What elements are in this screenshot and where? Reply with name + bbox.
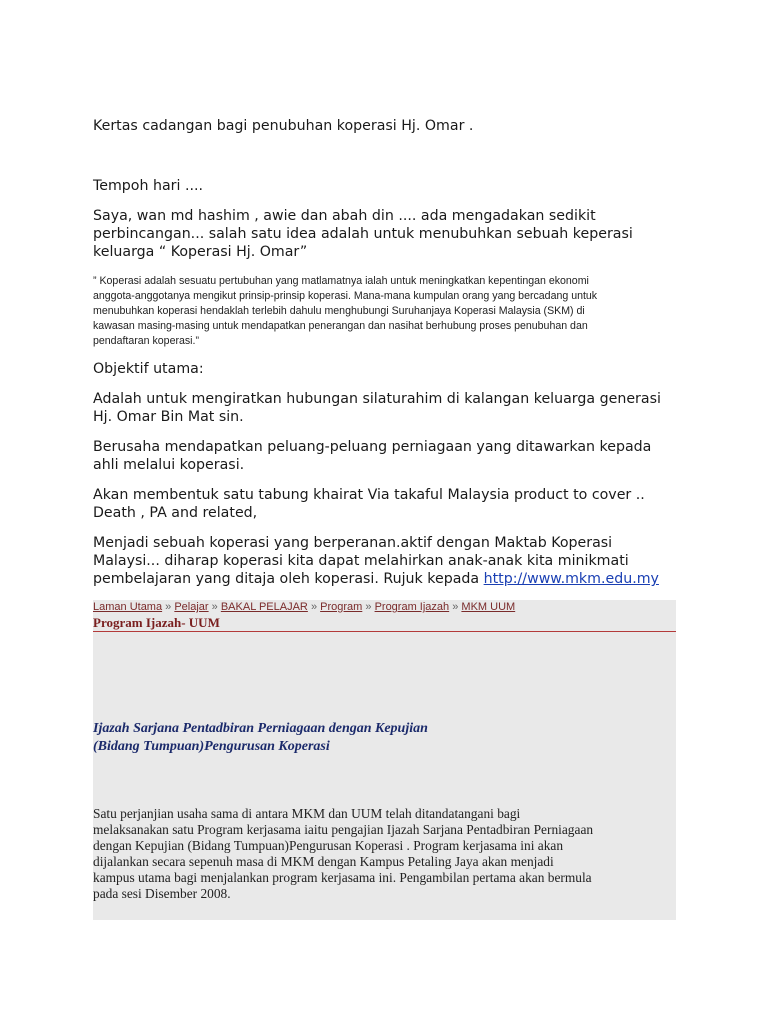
program-paragraph-line-1: Satu perjanjian usaha sama di antara MKM dan UUM telah ditandatangani bagi	[93, 806, 521, 821]
program-paragraph-line-5: kampus utama bagi menjalankan program kerjasama ini. Pengambilan pertama akan bermula	[93, 870, 592, 885]
objective-3-line-2: Death , PA and related,	[93, 505, 258, 521]
breadcrumb-bakal-pelajar[interactable]: BAKAL PELAJAR	[220, 601, 308, 613]
objective-2-line-2: ahli melalui koperasi.	[93, 457, 245, 473]
objective-2-line-1: Berusaha mendapatkan peluang-peluang perniagaan yang ditawarkan kepada	[93, 439, 652, 455]
objective-1-line-2: Hj. Omar Bin Mat sin.	[93, 409, 244, 425]
program-subheading-line-2: (Bidang Tumpuan)Pengurusan Koperasi	[93, 739, 330, 754]
objective-4-line-3	[93, 570, 659, 588]
breadcrumb-separator: »	[452, 601, 459, 613]
quote-line-5: pendaftaran koperasi.”	[93, 335, 200, 347]
breadcrumb	[93, 600, 515, 614]
objektif-heading: Objektif utama:	[93, 361, 204, 377]
intro-line-1: Saya, wan md hashim , awie dan abah din .... ada mengadakan sedikit	[93, 208, 596, 224]
objective-4-line-3-text: pembelajaran yang ditaja oleh koperasi. Rujuk kepada	[93, 571, 484, 587]
breadcrumb-separator: »	[211, 601, 218, 613]
program-paragraph-line-2: melaksanakan satu Program kerjasama iaitu pengajian Ijazah Sarjana Pentadbiran Perniagaan	[93, 822, 594, 837]
quote-line-1: ” Koperasi adalah sesuatu pertubuhan yang matlamatnya ialah untuk meningkatkan kepentingan ekonomi	[93, 275, 589, 287]
breadcrumb-mkm-uum[interactable]: MKM UUM	[461, 601, 516, 613]
program-subheading-line-1: Ijazah Sarjana Pentadbiran Perniagaan dengan Kepujian	[93, 721, 428, 736]
quote-line-4: kawasan masing-masing untuk mendapatkan penerangan dan nasihat berhubung proses penubuhan dan	[93, 320, 588, 332]
objective-1-line-1: Adalah untuk mengiratkan hubungan silaturahim di kalangan keluarga generasi	[93, 391, 661, 407]
breadcrumb-separator: »	[165, 601, 172, 613]
program-paragraph-line-3: dengan Kepujian (Bidang Tumpuan)Pengurusan Koperasi . Program kerjasama ini akan	[93, 838, 564, 853]
program-title: Program Ijazah- UUM	[93, 615, 676, 632]
objective-4-line-1: Menjadi sebuah koperasi yang berperanan.aktif dengan Maktab Koperasi	[93, 535, 613, 551]
intro-line-3: keluarga “ Koperasi Hj. Omar”	[93, 244, 308, 260]
document-title: Kertas cadangan bagi penubuhan koperasi Hj. Omar .	[93, 118, 474, 134]
mkm-link[interactable]: http://www.mkm.edu.my	[483, 571, 659, 587]
quote-line-3: menubuhkan koperasi hendaklah terlebih dahulu menghubungi Suruhanjaya Koperasi Malaysia (SKM) di	[93, 305, 585, 317]
tempoh-line: Tempoh hari ....	[93, 178, 203, 194]
program-paragraph-line-4: dijalankan secara sepenuh masa di MKM dengan Kampus Petaling Jaya akan menjadi	[93, 854, 554, 869]
breadcrumb-program-ijazah[interactable]: Program Ijazah	[374, 601, 450, 613]
objective-3-line-1: Akan membentuk satu tabung khairat Via takaful Malaysia product to cover ..	[93, 487, 645, 503]
quote-line-2: anggota-anggotanya mengikut prinsip-prinsip koperasi. Mana-mana kumpulan orang yang bercadang untuk	[93, 290, 598, 302]
objective-4-line-2: Malaysi... diharap koperasi kita dapat melahirkan anak-anak kita minikmati	[93, 553, 629, 569]
breadcrumb-separator: »	[310, 601, 318, 613]
intro-line-2: perbincangan... salah satu idea adalah untuk menubuhkan sebuah keperasi	[93, 226, 633, 242]
breadcrumb-pelajar[interactable]: Pelajar	[174, 601, 209, 613]
program-paragraph-line-6: pada sesi Disember 2008.	[93, 886, 231, 901]
breadcrumb-separator: »	[365, 601, 372, 613]
breadcrumb-laman-utama[interactable]: Laman Utama	[93, 601, 163, 613]
breadcrumb-program[interactable]: Program	[320, 601, 363, 613]
